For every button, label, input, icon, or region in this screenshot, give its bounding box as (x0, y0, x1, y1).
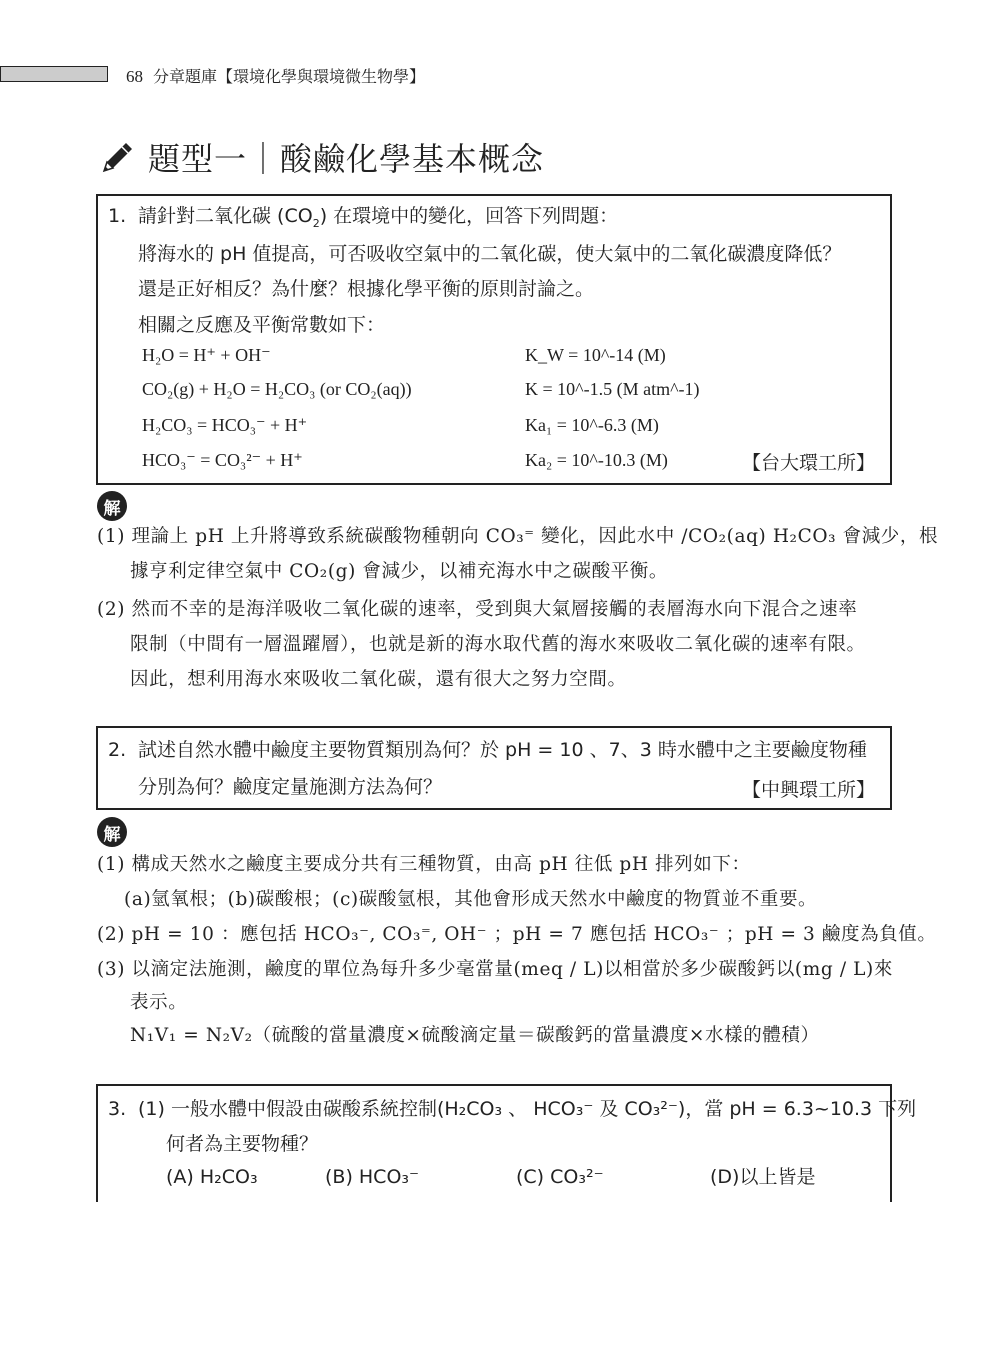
q3-option-c: (C) CO₃²⁻ (516, 1166, 604, 1188)
running-header (126, 64, 425, 87)
q1-eq1-right: K_W = 10^-14 (M) (525, 345, 666, 365)
a1-p2-line1: (2) 然而不幸的是海洋吸收二氧化碳的速率，受到與大氣層接觸的表層海水向下混合之速率 (97, 599, 858, 620)
q3-option-a: (A) H₂CO₃ (166, 1166, 258, 1188)
q1-eq4-left: HCO₃⁻ = CO₃²⁻ + H⁺ (142, 450, 303, 470)
q1-eq2-right: K = 10^-1.5 (M atm^-1) (525, 379, 700, 399)
q2-line1: 試述自然水體中鹼度主要物質類別為何？於 pH = 10 、7、3 時水體中之主要鹼度物種 (138, 739, 867, 761)
a2-line2: (a)氫氧根；(b)碳酸根；(c)碳酸氫根，其他會形成天然水中鹼度的物質並不重要。 (124, 889, 818, 910)
answer-2-badge: 解 (97, 817, 127, 847)
page-number: 68 (126, 67, 143, 86)
q1-line4: 相關之反應及平衡常數如下： (138, 314, 386, 336)
q2-source: 【中興環工所】 (742, 779, 876, 801)
q1-line3: 還是正好相反？為什麼？根據化學平衡的原則討論之。 (138, 278, 595, 300)
q3-line1: (1) 一般水體中假設由碳酸系統控制(H₂CO₃ 、 HCO₃⁻ 及 CO₃²⁻)，當 pH = 6.3~10.3 下列 (138, 1098, 917, 1120)
q2-line2: 分別為何？鹼度定量施測方法為何？ (138, 776, 443, 798)
header-bar (0, 66, 108, 82)
a2-line4: (3) 以滴定法施測，鹼度的單位為每升多少毫當量(meq / L)以相當於多少碳酸鈣以(mg / L)來 (97, 959, 893, 980)
q3-number: 3. (108, 1098, 127, 1120)
q1-eq3-right: Ka₁ = 10^-6.3 (M) (525, 415, 659, 435)
a2-line5: 表示。 (130, 992, 188, 1013)
question-1-box (96, 194, 892, 485)
a1-p2-line3: 因此，想利用海水來吸收二氧化碳，還有很大之努力空間。 (130, 669, 627, 690)
header-title: 分章題庫【環境化學與環境微生物學】 (153, 67, 426, 86)
section-title-text: 題型一｜酸鹼化學基本概念 (148, 140, 545, 178)
q3-line2: 何者為主要物種？ (166, 1133, 319, 1155)
q2-number: 2. (108, 739, 127, 761)
section-title (98, 134, 544, 180)
q1-number: 1. (108, 205, 127, 227)
a1-p2-line2: 限制（中間有一層溫躍層），也就是新的海水取代舊的海水來吸收二氧化碳的速率有限。 (130, 634, 866, 655)
a2-line3: (2) pH = 10 ：應包括 HCO₃⁻, CO₃⁼, OH⁻ ；pH = 7 應包括 HCO₃⁻ ；pH = 3 鹼度為負值。 (97, 924, 937, 945)
q1-eq1-left: H₂O = H⁺ + OH⁻ (142, 345, 271, 365)
q3-option-b: (B) HCO₃⁻ (325, 1166, 420, 1188)
q1-eq4-right: Ka₂ = 10^-10.3 (M) (525, 450, 668, 470)
a2-line6: N₁V₁ = N₂V₂（硫酸的當量濃度×硫酸滴定量＝碳酸鈣的當量濃度×水樣的體積） (130, 1025, 820, 1046)
a1-p1-line1: (1) 理論上 pH 上升將導致系統碳酸物種朝向 CO₃⁼ 變化，因此水中 /CO₂(aq) H₂CO₃ 會減少，根 (97, 526, 939, 547)
q1-line2: 將海水的 pH 值提高，可否吸收空氣中的二氧化碳，使大氣中的二氧化碳濃度降低？ (138, 243, 842, 265)
a1-p1-line2: 據亨利定律空氣中 CO₂(g) 會減少，以補充海水中之碳酸平衡。 (130, 561, 668, 582)
q1-source: 【台大環工所】 (742, 452, 876, 474)
q3-option-d: (D)以上皆是 (710, 1166, 816, 1188)
pencil-icon (98, 137, 138, 177)
answer-1-badge: 解 (97, 491, 127, 521)
q1-eq2-left: CO₂(g) + H₂O = H₂CO₃ (or CO₂(aq)) (142, 379, 412, 399)
a2-line1: (1) 構成天然水之鹼度主要成分共有三種物質，由高 pH 往低 pH 排列如下： (97, 854, 751, 875)
q1-stem: 請針對二氧化碳 $(CO_2)$ 在環境中的變化，回答下列問題： (138, 205, 619, 230)
q1-eq3-left: H₂CO₃ = HCO₃⁻ + H⁺ (142, 415, 308, 435)
